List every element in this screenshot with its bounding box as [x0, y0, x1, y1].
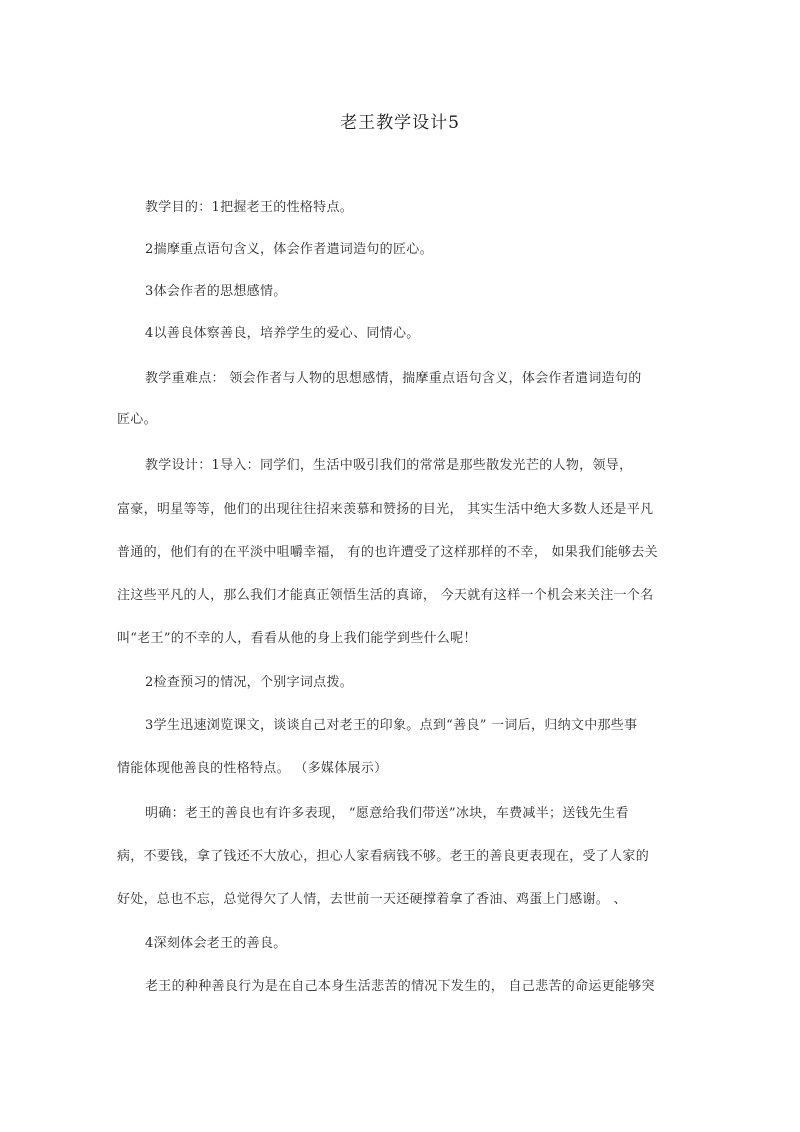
text-line-key-points: 教学重难点： 领会作者与人物的思想感情，揣摩重点语句含义，体会作者遣词造句的: [145, 371, 642, 386]
text-line-design-intro: 教学设计：1导入：同学们，生活中吸引我们的常常是那些散发光芒的人物，领导，: [145, 458, 633, 473]
text-line-clarify: 明确：老王的善良也有许多表现， “愿意给我们带送”冰块，车费减半；送钱先生看: [145, 806, 629, 821]
text-line-deep-understanding: 4深刻体会老王的善良。: [145, 936, 287, 951]
text-line-objective-2: 2揣摩重点语句含义，体会作者遣词造句的匠心。: [145, 242, 433, 257]
text-line-design-intro-4: 注这些平凡的人，那么我们才能真正领悟生活的真谛， 今天就有这样一个机会来关注一个名: [117, 588, 654, 603]
text-line-objective-3: 3体会作者的思想感情。: [145, 284, 287, 299]
text-line-preview-check: 2检查预习的情况，个别字词点拨。: [145, 675, 354, 690]
text-line-clarify-2: 病，不要钱，拿了钱还不大放心，担心人家看病钱不够。老王的善良更表现在，受了人家的: [117, 849, 650, 864]
text-line-objective-1: 教学目的：1把握老王的性格特点。: [145, 200, 354, 215]
text-line-design-intro-3: 普通的，他们有的在平淡中咀嚼幸福， 有的也许遭受了这样那样的不幸， 如果我们能够去关: [117, 545, 658, 560]
text-line-design-intro-2: 富豪，明星等等，他们的出现往往招来羡慕和赞扬的目光， 其实生活中绝大多数人还是平凡: [117, 502, 654, 517]
document-title: 老王教学设计5: [340, 113, 460, 133]
text-line-key-points-cont: 匠心。: [117, 412, 157, 427]
text-line-kindness-analysis: 老王的种种善良行为是在自己本身生活悲苦的情况下发生的， 自己悲苦的命运更能够突: [145, 979, 655, 994]
text-line-design-intro-5: 叫“老王”的不幸的人，看看从他的身上我们能学到些什么呢！: [117, 631, 477, 646]
text-line-browse-text-2: 情能体现他善良的性格特点。 （多媒体展示）: [117, 761, 388, 776]
text-line-objective-4: 4以善良体察善良，培养学生的爱心、同情心。: [145, 326, 420, 341]
text-line-browse-text: 3学生迅速浏览课文，谈谈自己对老王的印象。点到“善良” 一词后，归纳文中那些事: [145, 718, 638, 733]
text-line-clarify-3: 好处，总也不忘，总觉得欠了人情，去世前一天还硬撑着拿了香油、鸡蛋上门感谢。 、: [117, 892, 627, 907]
